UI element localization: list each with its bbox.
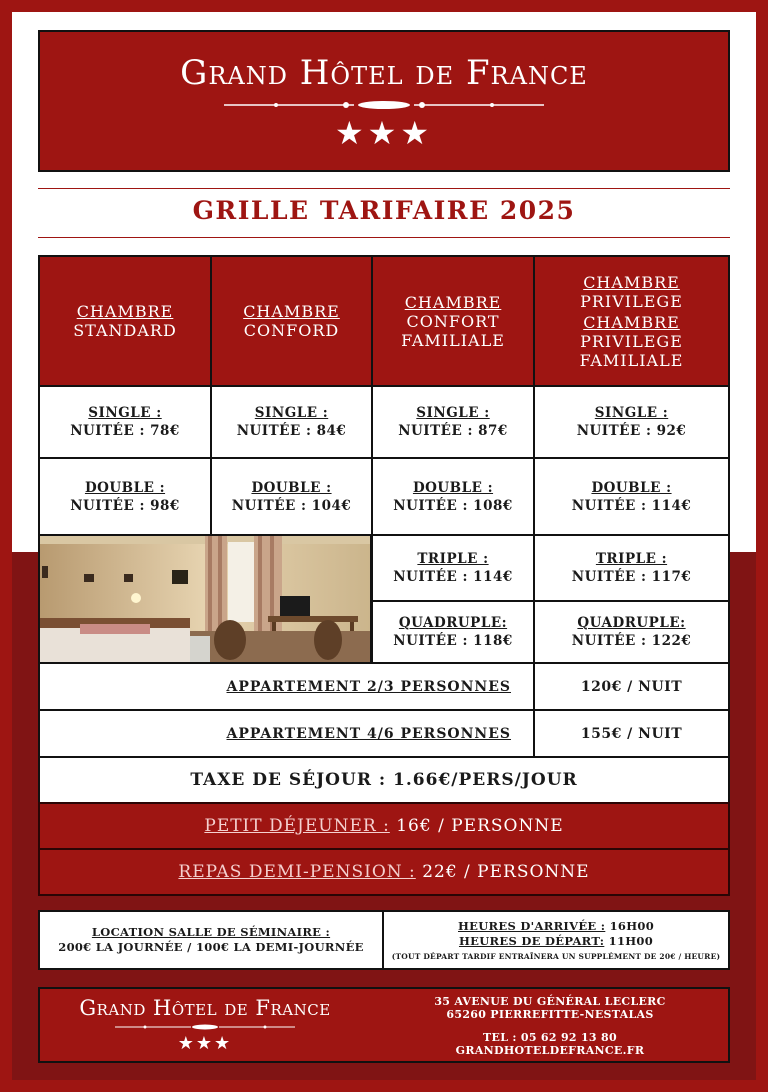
column-header-conford: CHAMBRE CONFORD xyxy=(210,255,373,387)
room-photo xyxy=(38,534,372,664)
website-link[interactable]: GRANDHOTELDEFRANCE.FR xyxy=(455,1044,645,1057)
footer-brand xyxy=(40,989,370,1061)
footer-star-rating-icon: ★★★ xyxy=(177,1033,233,1054)
seminar-info-box: LOCATION SALLE DE SÉMINAIRE : 200€ LA JOURNÉE / 100€ LA DEMI-JOURNÉE xyxy=(38,910,384,970)
footer-banner xyxy=(38,987,730,1063)
double-cell-confort-familiale: DOUBLE : NUITÉE : 108€ xyxy=(371,457,535,536)
footer-address: 35 AVENUE DU GÉNÉRAL LECLERC 65260 PIERREFITTE-NESTALAS TEL : 05 62 92 13 80 GRANDHOTELDEFRANCE.FR xyxy=(400,995,700,1057)
page-title: GRILLE TARIFAIRE 2025 xyxy=(192,196,576,225)
apartment-2-3-price-cell: 120€ / NUIT xyxy=(533,662,730,711)
apartment-4-6-label-cell: APPARTEMENT 4/6 PERSONNES xyxy=(38,709,535,758)
column-header-privilege: CHAMBRE PRIVILEGE CHAMBRE PRIVILEGE FAMILIALE xyxy=(533,255,730,387)
ornament-divider-icon xyxy=(224,99,544,111)
header-banner xyxy=(38,30,730,172)
single-cell-conford: SINGLE : NUITÉE : 84€ xyxy=(210,385,373,459)
triple-cell-privilege: TRIPLE : NUITÉE : 117€ xyxy=(533,534,730,602)
column-header-confort-familiale: CHAMBRE CONFORT FAMILIALE xyxy=(371,255,535,387)
title-rule-bottom xyxy=(38,237,730,238)
double-cell-privilege: DOUBLE : NUITÉE : 114€ xyxy=(533,457,730,536)
star-rating-icon: ★★★ xyxy=(334,114,434,152)
title-rule-top xyxy=(38,188,730,189)
double-cell-standard: DOUBLE : NUITÉE : 98€ xyxy=(38,457,212,536)
apartment-4-6-price-cell: 155€ / NUIT xyxy=(533,709,730,758)
quadruple-cell-confort-familiale: QUADRUPLE: NUITÉE : 118€ xyxy=(371,600,535,664)
apartment-2-3-label-cell: APPARTEMENT 2/3 PERSONNES xyxy=(38,662,535,711)
hotel-name: Grand Hôtel de France xyxy=(180,53,588,93)
quadruple-cell-privilege: QUADRUPLE: NUITÉE : 122€ xyxy=(533,600,730,664)
single-cell-privilege: SINGLE : NUITÉE : 92€ xyxy=(533,385,730,459)
double-cell-conford: DOUBLE : NUITÉE : 104€ xyxy=(210,457,373,536)
column-header-standard: CHAMBRE STANDARD xyxy=(38,255,212,387)
room-photo-image xyxy=(40,536,370,662)
footer-ornament-icon xyxy=(115,1023,295,1031)
breakfast-row: PETIT DÉJEUNER : 16€ / PERSONNE xyxy=(38,802,730,850)
half-board-row: REPAS DEMI-PENSION : 22€ / PERSONNE xyxy=(38,848,730,896)
hours-info-box: HEURES D'ARRIVÉE : 16H00 HEURES DE DÉPART: 11H00 (TOUT DÉPART TARDIF ENTRAÎNERA UN SUPPLÉMENT DE 20€ / HEURE) xyxy=(382,910,730,970)
tourist-tax-row: TAXE DE SÉJOUR : 1.66€/PERS/JOUR xyxy=(38,756,730,804)
triple-cell-confort-familiale: TRIPLE : NUITÉE : 114€ xyxy=(371,534,535,602)
single-cell-confort-familiale: SINGLE : NUITÉE : 87€ xyxy=(371,385,535,459)
footer-hotel-name: Grand Hôtel de France xyxy=(79,996,331,1020)
single-cell-standard: SINGLE : NUITÉE : 78€ xyxy=(38,385,212,459)
